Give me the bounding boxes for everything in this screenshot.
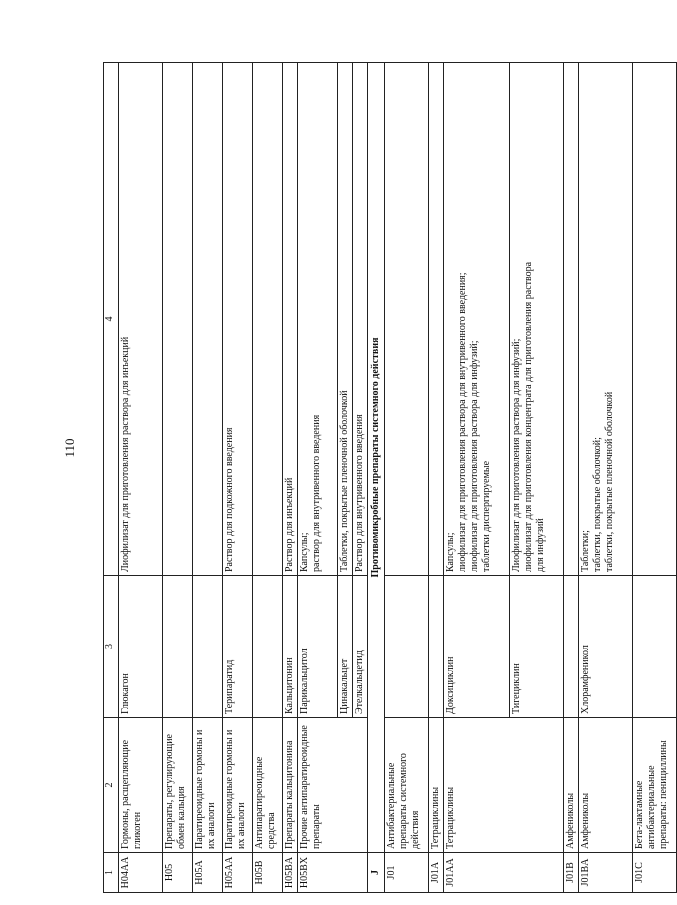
drug-name-cell: Цинакальцет bbox=[338, 576, 353, 718]
dosage-forms-cell bbox=[338, 63, 353, 576]
header-cell: 1 bbox=[104, 853, 119, 893]
drug-name-cell bbox=[564, 576, 579, 718]
dosage-forms-cell bbox=[119, 63, 163, 576]
drug-name-cell bbox=[163, 576, 193, 718]
dosage-forms-cell bbox=[633, 63, 677, 576]
dosage-forms-cell bbox=[283, 63, 298, 576]
dosage-form-line: для инфузий bbox=[535, 518, 546, 572]
atc-code-cell: J01B bbox=[564, 853, 579, 893]
table-row bbox=[385, 63, 429, 893]
group-name-cell: Тетрациклины bbox=[444, 718, 564, 853]
dosage-forms-cell bbox=[564, 63, 579, 576]
atc-code-cell: J01BA bbox=[579, 853, 633, 893]
atc-code-cell: J01C bbox=[633, 853, 677, 893]
dosage-form-line: Раствор для подкожного введения bbox=[224, 427, 235, 572]
group-name-cell: Амфениколы bbox=[564, 718, 579, 853]
drug-table bbox=[103, 62, 677, 893]
group-name-cell: Паратиреоидные гормоны и их аналоги bbox=[193, 718, 223, 853]
dosage-forms-cell bbox=[298, 63, 338, 576]
drug-name-cell bbox=[193, 576, 223, 718]
group-name-cell: Антибактериальные препараты системного действия bbox=[385, 718, 429, 853]
section-row bbox=[368, 63, 385, 893]
table-row bbox=[163, 63, 193, 893]
drug-name-cell: Доксициклин bbox=[444, 576, 510, 718]
atc-code-cell: H05AA bbox=[223, 853, 253, 893]
dosage-form-line: лиофилизат для приготовления раствора для инфузий; bbox=[469, 340, 480, 572]
drug-name-cell: Тигециклин bbox=[510, 576, 564, 718]
dosage-form-line: лиофилизат для приготовления концентрата для приготовления раствора bbox=[523, 261, 534, 572]
table-row bbox=[633, 63, 677, 893]
dosage-form-line: Таблетки; bbox=[580, 530, 591, 572]
atc-code-cell: H05B bbox=[253, 853, 283, 893]
table-row bbox=[429, 63, 444, 893]
dosage-form-line: лиофилизат для приготовления раствора для внутривенного введения; bbox=[457, 272, 468, 572]
drug-name-cell: Этелкальцетид bbox=[353, 576, 368, 718]
table-row bbox=[193, 63, 223, 893]
drug-name-cell bbox=[633, 576, 677, 718]
drug-name-cell bbox=[253, 576, 283, 718]
dosage-form-line: таблетки, покрытые пленочной оболочкой bbox=[604, 391, 615, 572]
dosage-form-line: Капсулы; bbox=[299, 532, 310, 572]
dosage-form-line: Раствор для внутривенного введения bbox=[354, 414, 365, 572]
dosage-forms-cell bbox=[193, 63, 223, 576]
drug-name-cell: Глюкагон bbox=[119, 576, 163, 718]
atc-code-cell: H05 bbox=[163, 853, 193, 893]
dosage-forms-cell bbox=[429, 63, 444, 576]
dosage-forms-cell bbox=[385, 63, 429, 576]
table-row bbox=[298, 63, 338, 893]
group-name-cell: Тетрациклины bbox=[429, 718, 444, 853]
dosage-form-line: Раствор для инъекций bbox=[284, 477, 295, 572]
atc-code-cell: J01AA bbox=[444, 853, 564, 893]
group-name-cell: Прочие антипаратиреоидные препараты bbox=[298, 718, 368, 853]
drug-name-cell: Терипаратид bbox=[223, 576, 253, 718]
header-cell: 2 bbox=[104, 718, 119, 853]
dosage-forms-cell bbox=[223, 63, 253, 576]
dosage-form-line: Таблетки, покрытые пленочной оболочкой bbox=[339, 390, 350, 572]
section-title-cell: Противомикробные препараты системного действия bbox=[368, 63, 385, 853]
rotated-table-container bbox=[103, 63, 669, 893]
drug-name-cell: Кальцитонин bbox=[283, 576, 298, 718]
dosage-forms-cell bbox=[163, 63, 193, 576]
drug-name-cell bbox=[385, 576, 429, 718]
section-code-cell: J bbox=[368, 853, 385, 893]
table-row bbox=[119, 63, 163, 893]
dosage-forms-cell bbox=[510, 63, 564, 576]
table-row bbox=[283, 63, 298, 893]
atc-code-cell: H04AA bbox=[119, 853, 163, 893]
dosage-form-line: Капсулы; bbox=[445, 532, 456, 572]
table-row bbox=[579, 63, 633, 893]
header-cell: 3 bbox=[104, 576, 119, 718]
page-number: 110 bbox=[62, 438, 77, 458]
dosage-forms-cell bbox=[444, 63, 510, 576]
dosage-form-line: таблетки диспергируемые bbox=[481, 460, 492, 572]
dosage-form-line: таблетки, покрытые оболочкой; bbox=[592, 437, 603, 572]
group-name-cell: Препараты, регулирующие обмен кальция bbox=[163, 718, 193, 853]
table-row bbox=[564, 63, 579, 893]
dosage-form-line: Лиофилизат для приготовления раствора для инфузий; bbox=[511, 338, 522, 572]
group-name-cell: Препараты кальцитонина bbox=[283, 718, 298, 853]
table-row bbox=[253, 63, 283, 893]
dosage-forms-cell bbox=[579, 63, 633, 576]
drug-name-cell bbox=[429, 576, 444, 718]
group-name-cell: Амфениколы bbox=[579, 718, 633, 853]
group-name-cell: Бета-лактамные антибактериальные препараты: пенициллины bbox=[633, 718, 677, 853]
group-name-cell: Паратиреоидные гормоны и их аналоги bbox=[223, 718, 253, 853]
table-row bbox=[223, 63, 253, 893]
table-row bbox=[444, 63, 510, 893]
dosage-forms-cell bbox=[353, 63, 368, 576]
dosage-form-line: Лиофилизат для приготовления раствора для инъекций bbox=[120, 336, 131, 572]
atc-code-cell: H05BA bbox=[283, 853, 298, 893]
atc-code-cell: H05A bbox=[193, 853, 223, 893]
dosage-forms-cell bbox=[253, 63, 283, 576]
drug-name-cell: Хлорамфеникол bbox=[579, 576, 633, 718]
drug-name-cell: Парикальцитол bbox=[298, 576, 338, 718]
group-name-cell: Гормоны, расщепляющие гликоген bbox=[119, 718, 163, 853]
atc-code-cell: J01A bbox=[429, 853, 444, 893]
dosage-form-line: раствор для внутривенного введения bbox=[311, 414, 322, 572]
header-cell: 4 bbox=[104, 63, 119, 576]
atc-code-cell: H05BX bbox=[298, 853, 368, 893]
header-row bbox=[104, 63, 119, 893]
group-name-cell: Антипаратиреоидные средства bbox=[253, 718, 283, 853]
atc-code-cell: J01 bbox=[385, 853, 429, 893]
